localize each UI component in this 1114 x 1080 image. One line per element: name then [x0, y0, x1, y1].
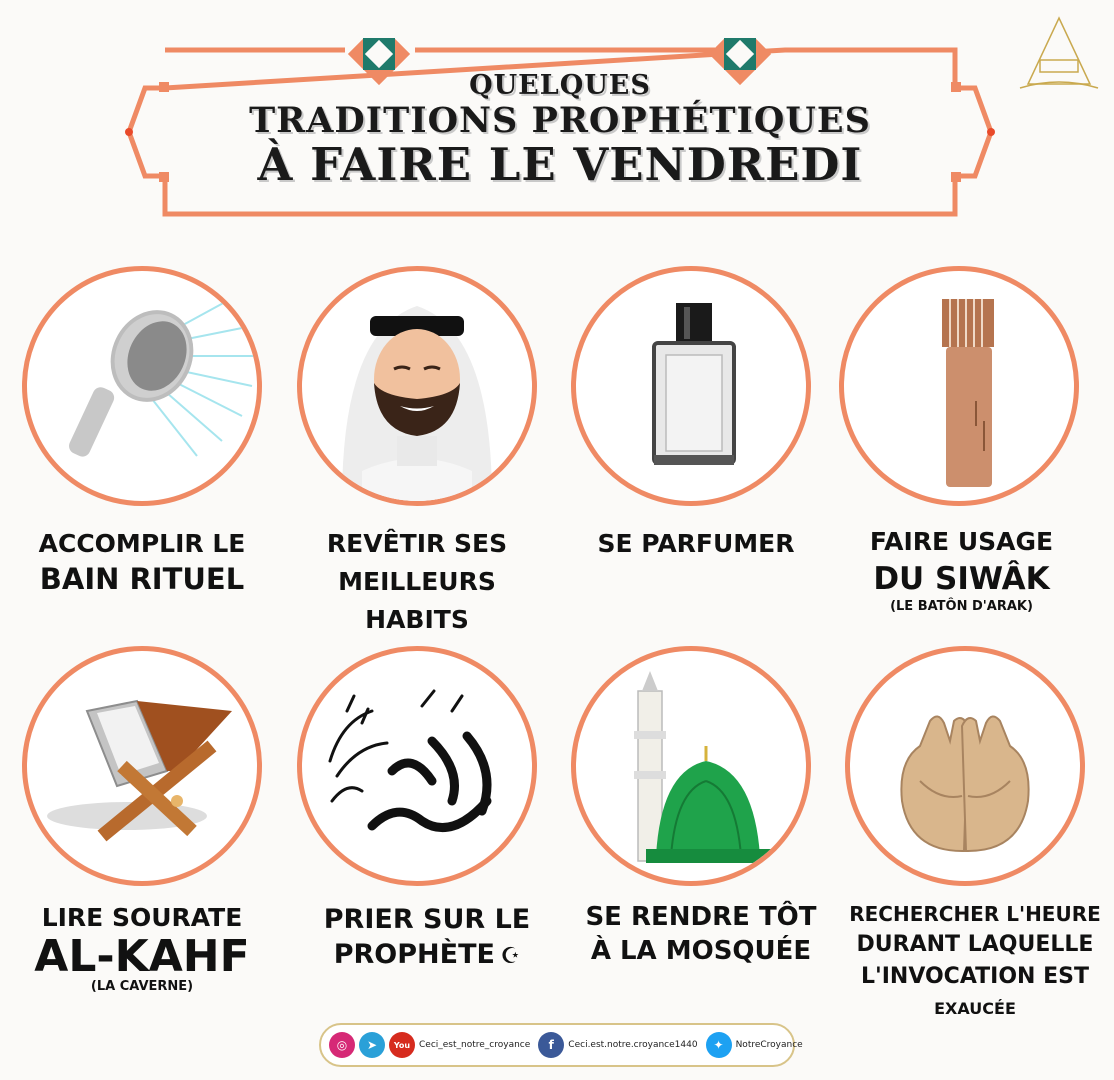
- item-circle-perfume: [571, 266, 811, 506]
- item-circle-mosque: [571, 646, 811, 886]
- item-circle-bath: [22, 266, 262, 506]
- pbuh-calligraphy-icon: ☪: [500, 944, 521, 970]
- muhammad-calligraphy-icon: [302, 651, 532, 881]
- facebook-icon[interactable]: f: [538, 1032, 564, 1058]
- label-perfume: SE PARFUMER: [597, 529, 795, 558]
- social-handle-main[interactable]: Ceci_est_notre_croyance: [419, 1040, 531, 1050]
- shower-head-icon: [27, 271, 257, 501]
- label-clothes: REVÊTIR SES MEILLEURS HABITS: [326, 529, 508, 634]
- label-kahf: LIRE SOURATE AL-KAHF (LA CAVERNE): [34, 903, 250, 994]
- quran-stand-icon: [27, 651, 257, 881]
- label-prophet: PRIER SUR LE PROPHÈTE ☪: [323, 904, 531, 971]
- title-line-1: QUELQUES: [469, 70, 651, 101]
- title-line-2: TRADITIONS PROPHÉTIQUES: [249, 100, 871, 141]
- youtube-icon[interactable]: You: [389, 1032, 415, 1058]
- label-bath: ACCOMPLIR LE BAIN RITUEL: [38, 529, 246, 596]
- social-footer: [319, 1023, 803, 1067]
- facebook-handle[interactable]: Ceci.est.notre.croyance1440: [568, 1040, 698, 1050]
- brand-logo-icon: [1018, 14, 1100, 96]
- item-circle-siwak: [839, 266, 1079, 506]
- title-line-3: À FAIRE LE VENDREDI: [257, 138, 863, 191]
- item-circle-prophet: [297, 646, 537, 886]
- item-circle-kahf: [22, 646, 262, 886]
- perfume-bottle-icon: [576, 271, 806, 501]
- siwak-stick-icon: [844, 271, 1074, 501]
- man-in-keffiyeh-icon: [302, 271, 532, 501]
- label-siwak: FAIRE USAGE DU SIWÂK (LE BATÔN D'ARAK): [869, 527, 1054, 614]
- mosque-dome-icon: [576, 651, 806, 881]
- item-circle-clothes: [297, 266, 537, 506]
- telegram-icon[interactable]: ➤: [359, 1032, 385, 1058]
- twitter-handle[interactable]: NotreCroyance: [735, 1040, 803, 1050]
- label-mosque: SE RENDRE TÔT À LA MOSQUÉE: [585, 902, 817, 967]
- item-circle-invocation: [845, 646, 1085, 886]
- instagram-icon[interactable]: ◎: [329, 1032, 355, 1058]
- label-invocation: RECHERCHER L'HEURE DURANT LAQUELLE L'INVOCATION EST EXAUCÉE: [849, 902, 1101, 1018]
- twitter-icon[interactable]: ✦: [706, 1032, 732, 1058]
- praying-hands-icon: [850, 651, 1080, 881]
